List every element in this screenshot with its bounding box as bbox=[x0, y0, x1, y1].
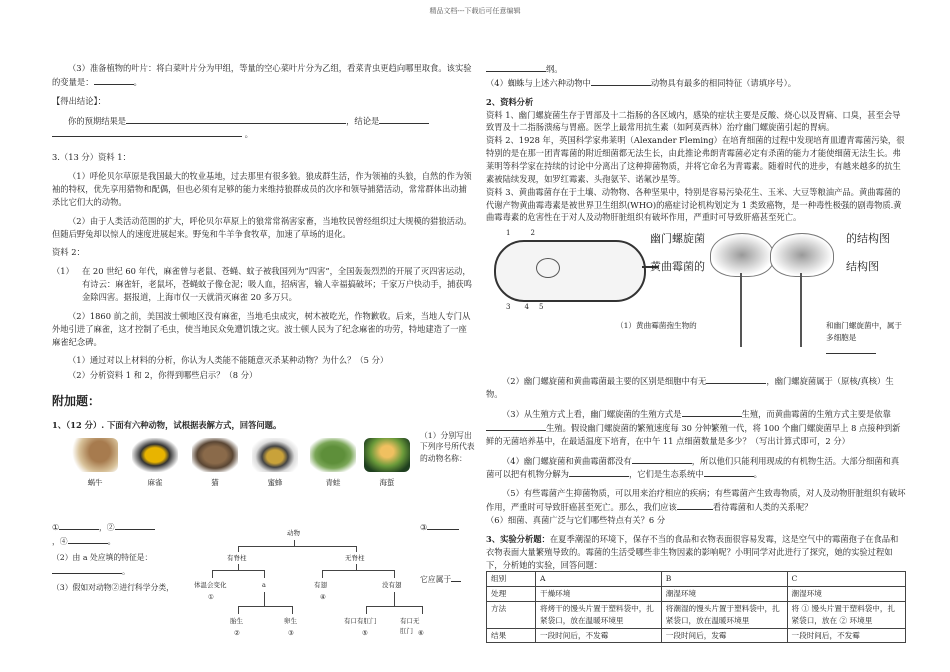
animal-snail: 蜗牛 bbox=[72, 438, 118, 489]
classification-area bbox=[52, 520, 472, 670]
fig-title-2: 的结构图 bbox=[846, 232, 890, 246]
answer-blank[interactable] bbox=[379, 114, 429, 124]
table-row: 方法 将烤干的馒头片置于塑料袋中，扎紧袋口，放在温暖环境里 将潮湿的馒头片置于塑料袋中，扎紧袋口，放在温暖环境里 将 ① 馒头片置于塑料袋中，扎紧袋口，放在 ② 环境里 bbox=[487, 602, 906, 629]
material2-item2: （2）1860 前之前，美国波士顿地区没有麻雀，当地毛虫成灾，树木被吃光，作物歉收。后来，当地人专门从外地引进了麻雀，这才控制了毛虫，使当地民众免遭饥饿之灾。波士顿人民为了纪念麻雀的功劳，特地建造了一座麻雀纪念碑。 bbox=[52, 310, 471, 347]
fig-title-3: 黄曲霉菌的 bbox=[650, 260, 705, 274]
material-2: 资料 2、1928 年，英国科学家弗莱明（Alexander Fleming）在培育细菌的过程中发现培育皿遭青霉菌污染，很特别的是在那一团青霉菌的附近细菌都无法生长，由此推论弗朗青霉菌必定有杀菌的能力才能使细菌无法生长。弗莱明等科学家在持续的讨论中分离出了这种抑菌物质，并将它命名为青霉素。随着时代的进步，有越来越多的抗生素被陆续发现，如罗红霉素、头孢氨苄、诺氟沙星等。 bbox=[486, 135, 905, 184]
question-5: （5）有些霉菌产生抑菌物质，可以用来治疗相应的疾病；有些霉菌产生致毒物质，对人及动物肝脏组织有破坏作用，严重时可导致肝癌甚至死亡。那么，我们应该 看待霉菌和人类的关系呢？ bbox=[486, 488, 906, 513]
answer-blank[interactable] bbox=[126, 114, 346, 124]
tree-leaf-3: ③ bbox=[288, 628, 294, 637]
material-1: 资料 1、幽门螺旋菌生存于胃部及十二指肠的各区域内，感染的症状主要是反酸、烧心以及胃痛、口臭，甚至会导致胃及十二指肠溃疡与胃癌。医学上最常用抗生素（如阿莫西林）治疗幽门螺旋菌引起的胃病。 bbox=[486, 109, 901, 133]
bonus-title: 附加题： bbox=[52, 394, 101, 409]
tree-cold-blooded: 体温会变化 bbox=[194, 580, 227, 589]
cat-image bbox=[192, 438, 238, 472]
left-column bbox=[52, 62, 475, 670]
side-answers: ① ，② ，④ 。 （2）由 a 处应填的特征是： 。 （3）假如对动物②进行科学分类， bbox=[52, 520, 182, 594]
right-column bbox=[486, 62, 906, 643]
fig-question-1: （1）黄曲霉菌孢生物的 bbox=[616, 321, 697, 331]
frog-image bbox=[310, 438, 356, 472]
bee-image bbox=[252, 438, 298, 472]
structure-figure bbox=[486, 228, 906, 368]
answer-blank[interactable] bbox=[632, 454, 692, 464]
class-line: 纲。 bbox=[486, 62, 906, 76]
answer-blank[interactable] bbox=[677, 500, 713, 510]
page-header: 精品文档---下载后可任意编辑 bbox=[429, 7, 521, 15]
side-answer-classify: 它应属于 bbox=[420, 572, 478, 586]
fig-bottom-labels: 3 4 5 bbox=[506, 303, 544, 312]
fig-question-1b: 和幽门螺旋菌中，属于多细胞是 bbox=[826, 320, 906, 357]
answer-blank[interactable] bbox=[52, 564, 122, 574]
q3-head: 3.（13 分）资料 1： bbox=[52, 152, 131, 163]
question-6: （6）细菌、真菌广泛与它们哪些特点有关？6 分 bbox=[486, 515, 666, 526]
animal-sparrow: 麻雀 bbox=[132, 438, 178, 489]
material1-item1: （1）呼伦贝尔草原是我国最大的牧业基地，过去那里有很多狼。狼成群生活，作为领袖的头狼，自然的作为领袖的特权，优先享用猎物和配偶，但也必须有足够的能力来维持狼群成员的次序和领导捕猎活动，常常群体出动捕杀比它们大的动物。 bbox=[52, 171, 472, 207]
tree-mouth-anus: 有口有肛门 bbox=[344, 616, 377, 625]
tree-backbone: 有脊柱 bbox=[227, 553, 247, 562]
helicobacter-drawing bbox=[494, 240, 646, 302]
fig-title-1: 幽门螺旋菌 bbox=[650, 232, 705, 246]
aspergillus-drawing-1 bbox=[710, 233, 772, 351]
conclusion-line: 你的预期结果是 ，结论是 。 bbox=[52, 114, 472, 142]
jellyfish-image bbox=[364, 438, 410, 472]
experiment-question: 3、实验分析题：在夏季潮湿的环境下，保存不当的食品和衣物表面很容易发霉，这是空气中的霉菌孢子在食品和衣物表面大量繁殖导致的。霉菌的生活受哪些非生物因素的影响呢？小明同学对此进行了探究，她的实验过程如下，分析她的实验，回答问题： bbox=[486, 533, 899, 570]
answer-blank[interactable] bbox=[826, 344, 876, 354]
tree-leaf-2: ② bbox=[234, 628, 240, 637]
snail-image bbox=[72, 438, 118, 472]
side-answer-3: ③ bbox=[420, 520, 459, 534]
question-3: （3）从生殖方式上看，幽门螺旋菌的生殖方式是 生殖，而黄曲霉菌的生殖方式主要是依靠生殖。假设幽门螺旋菌的繁殖速度每 30 分钟繁殖一代，将 100 个幽门螺旋菌早上 8 点接种到新鲜的无菌培养基中，在最适温度下培育，在中午 11 点细菌数量是多少？（写出计算式即可，2 分） bbox=[486, 409, 901, 446]
q3-item: （3）准备植物的叶片：将白菜叶片分为甲组，等量的空心菜叶片分为乙组，看菜青虫更趋向哪里取食。该实验的变量是： 。 bbox=[52, 63, 472, 87]
question-1: （1）通过对以上材料的分析，你认为人类能不能随意灭杀某种动物？为什么？（5 分） bbox=[68, 355, 389, 366]
table-row: 结果 一段时间后，不发霉 一段时间后，发霉 一段时间后，不发霉 bbox=[487, 628, 906, 643]
animal-bee: 蜜蜂 bbox=[252, 438, 298, 489]
experiment-table bbox=[486, 571, 906, 643]
animal-jellyfish: 海蜇 bbox=[364, 438, 410, 489]
tree-winged: 有翅 bbox=[314, 580, 327, 589]
material2-head: 资料 2： bbox=[52, 247, 85, 258]
nucleoid bbox=[536, 258, 560, 278]
tree-feature-a: a bbox=[262, 580, 266, 589]
tree-leaf-4: ④ bbox=[320, 592, 326, 601]
answer-blank[interactable] bbox=[94, 75, 134, 85]
bonus-q1-head: 1、（12 分）. 下面有六种动物，试根据表解方式，回答问题。 bbox=[52, 419, 282, 430]
tree-wingless: 没有翅 bbox=[382, 580, 402, 589]
answer-blank[interactable] bbox=[486, 62, 546, 72]
answer-blank[interactable] bbox=[115, 520, 155, 530]
tree-mouth-no-anus: 有口无肛门 bbox=[400, 616, 420, 635]
answer-blank[interactable] bbox=[486, 421, 546, 431]
tree-leaf-5: ⑤ bbox=[362, 628, 368, 637]
tree-leaf-6: ⑥ bbox=[418, 628, 424, 637]
question-2: （2）分析资料 1 和 2，你得到哪些启示？（8 分） bbox=[68, 370, 258, 381]
animal-cat: 猫 bbox=[192, 438, 238, 489]
answer-blank[interactable] bbox=[706, 374, 766, 384]
answer-blank[interactable] bbox=[68, 534, 108, 544]
answer-blank[interactable] bbox=[704, 467, 754, 477]
material1-item2: （2）由于人类活动范围的扩大，呼伦贝尔草原上的狼常常祸害家畜，当地牧民曾经组织过大规模的猎狼活动。但随后野兔却以惊人的速度进展起来。野兔和牛羊争食牧草，加速了草场的退化。 bbox=[52, 215, 472, 239]
sparrow-image bbox=[132, 438, 178, 472]
animal-frog: 青蛙 bbox=[310, 438, 356, 489]
spider-question: （4）蜘蛛与上述六种动物中 动物具有最多的相同特征（请填序号）。 bbox=[486, 77, 797, 88]
answer-blank[interactable] bbox=[52, 127, 242, 137]
question-4: （4）幽门螺旋菌和黄曲霉菌都没有 ，所以他们只能利用现成的有机物生活。大部分细菌和真菌可以把有机物分解为 ，它们是生态系统中 。 bbox=[486, 455, 900, 480]
tree-leaf-1: ① bbox=[208, 592, 214, 601]
answer-blank[interactable] bbox=[591, 76, 651, 86]
conclusion-title: 【得出结论】： bbox=[52, 95, 106, 106]
animal-images bbox=[52, 430, 475, 520]
fig-top-labels: 1 2 bbox=[506, 229, 535, 238]
fig-title-4: 结构图 bbox=[846, 260, 879, 274]
material-3: 资料 3、黄曲霉菌存在于土壤、动物物、各种坚果中，特别是容易污染花生、玉米、大豆等粮油产品。黄曲霉菌的代谢产物黄曲霉毒素是被世界卫生组织(WHO)的癌症讨论机构划定为 1 类致癌物，是一种毒性极强的剧毒物质.黄曲霉毒素的危害性在于对人及动物肝脏组织有破坏作用，严重时可导致肝癌甚至死亡。 bbox=[486, 186, 902, 223]
material-analysis-head: 2、资料分析 bbox=[486, 96, 534, 107]
answer-blank[interactable] bbox=[569, 467, 629, 477]
question-2: （2）幽门螺旋菌和黄曲霉菌最主要的区别是细胞中有无 ，幽门螺旋菌属于（原核/真核）生物。 bbox=[486, 376, 894, 400]
aspergillus-drawing-2 bbox=[770, 233, 832, 351]
table-row: 处理 干燥环境 潮湿环境 潮湿环境 bbox=[487, 587, 906, 602]
tree-viviparous: 胎生 bbox=[230, 616, 243, 625]
answer-blank[interactable] bbox=[59, 520, 99, 530]
classification-tree bbox=[194, 528, 424, 648]
table-header-row: 组别 A B C bbox=[487, 572, 906, 587]
answer-blank[interactable] bbox=[451, 572, 461, 582]
tree-oviparous: 卵生 bbox=[284, 616, 297, 625]
side-question-1: （1）分别写出下列序号所代表的动物名称： bbox=[420, 430, 475, 464]
tree-no-backbone: 无脊柱 bbox=[345, 553, 365, 562]
tree-root: 动物 bbox=[287, 528, 300, 537]
answer-blank[interactable] bbox=[427, 520, 459, 530]
material2-item1: （1） 在 20 世纪 60 年代，麻雀曾与老鼠、苍蝇、蚊子被我国列为”四害”，全国轰轰烈烈的开展了灭四害运动，有诗云：麻雀轩，老鼠坏，苍蝇蚊子像仓泥；吸人血，招病害，输人幸福搞破坏；千家万户快动手，捕获鸣金除四害。据报道，上海市仅一天就消灭麻雀 20 多万只。 bbox=[52, 266, 472, 303]
answer-blank[interactable] bbox=[682, 407, 742, 417]
